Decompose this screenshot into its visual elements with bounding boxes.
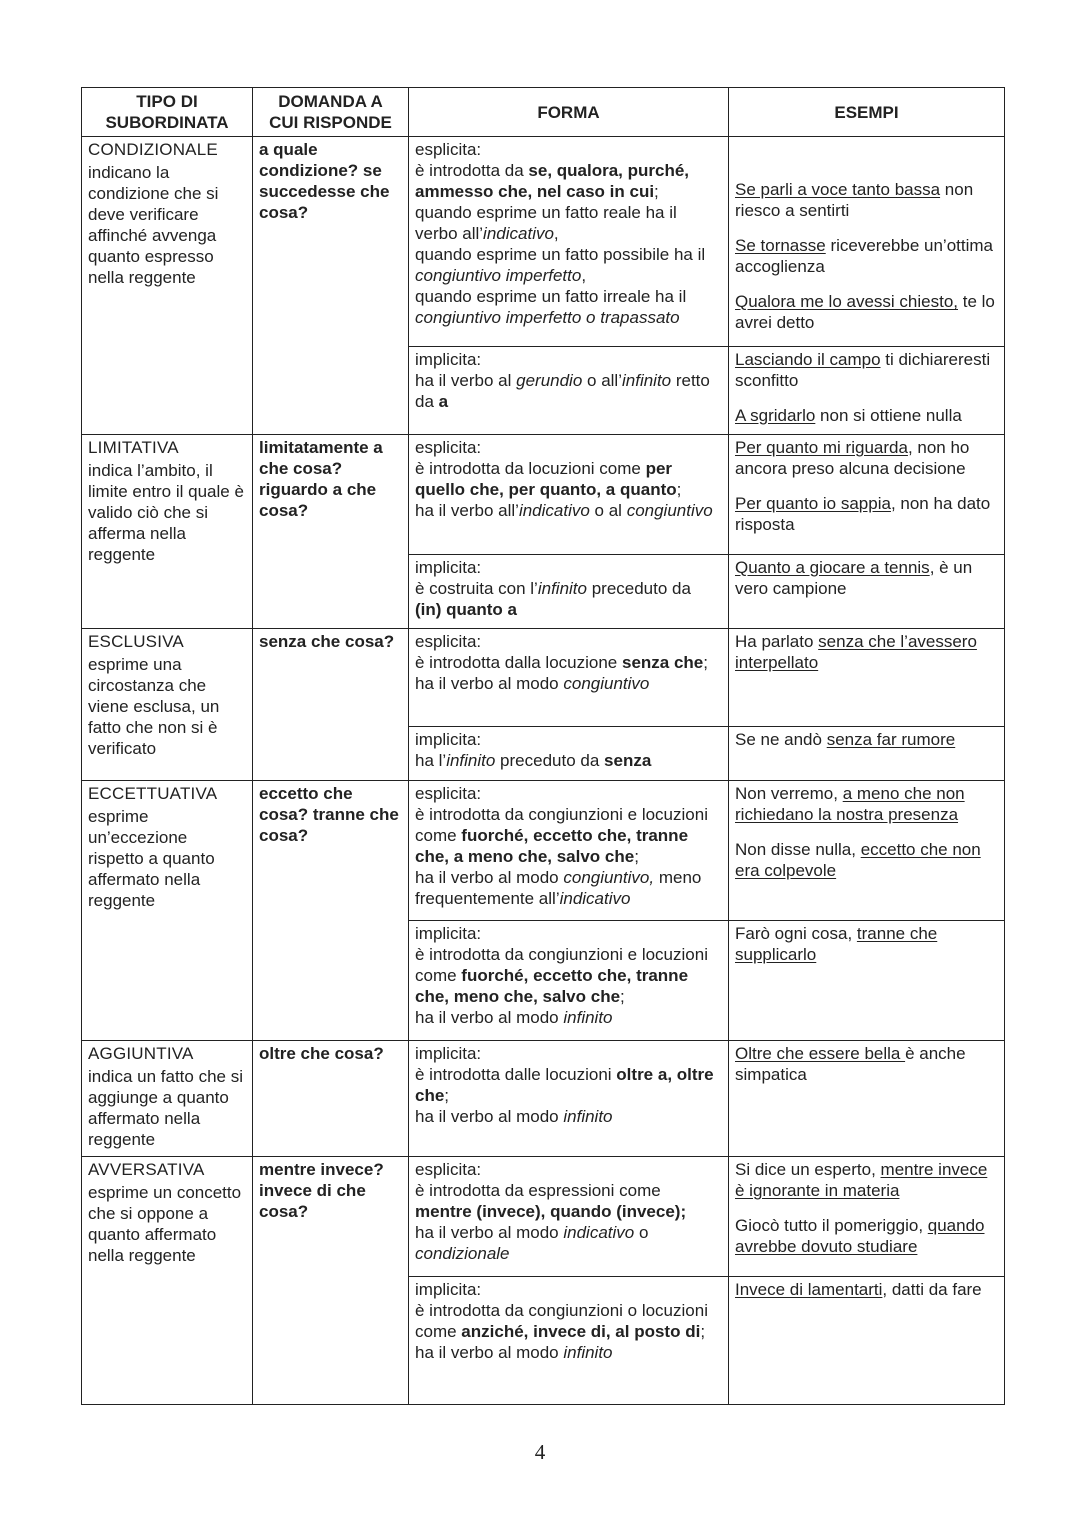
type-cell — [82, 137, 253, 435]
question-cell: limitatamente a che cosa? riguardo a che cosa? — [253, 435, 409, 629]
question-cell: senza che cosa? — [253, 629, 409, 781]
example-cell: Ha parlato senza che l’avessero interpellato — [729, 629, 1005, 727]
header-forma: FORMA — [409, 88, 729, 137]
example-cell: Oltre che essere bella è anche simpatica — [729, 1041, 1005, 1157]
example-cell: Si dice un esperto, mentre invece è ignorante in materia Giocò tutto il pomeriggio, quando avrebbe dovuto studiare — [729, 1157, 1005, 1277]
form-cell: implicita: è introdotta da congiunzioni o locuzioni come anziché, invece di, al posto di; ha il verbo al modo infinito — [409, 1277, 729, 1405]
type-cell: AVVERSATIVA esprime un concetto che si oppone a quanto affermato nella reggente — [82, 1157, 253, 1405]
form-cell: esplicita: è introdotta da se, qualora, purché, ammesso che, nel caso in cui; quando esprime un fatto reale ha il verbo all’indicativo, quando esprime un fatto possibile ha il congiuntivo imperfetto, quando esprime un fatto irreale ha il congiuntivo imperfetto o trapassato — [409, 137, 729, 347]
header-tipo: TIPO DI SUBORDINATA — [82, 88, 253, 137]
form-cell: esplicita: è introdotta da espressioni come mentre (invece), quando (invece); ha il verbo al modo indicativo o condizionale — [409, 1157, 729, 1277]
page-number: 4 — [534, 1440, 546, 1464]
type-cell: ECCETTUATIVA esprime un’eccezione rispetto a quanto affermato nella reggente — [82, 781, 253, 1041]
type-name: CONDIZIONALE — [88, 140, 218, 159]
form-cell: implicita: ha il verbo al gerundio o all’infinito retto da a — [409, 347, 729, 435]
header-row — [82, 88, 1005, 137]
form-cell: esplicita: è introdotta dalla locuzione senza che; ha il verbo al modo congiuntivo — [409, 629, 729, 727]
example-cell: Quanto a giocare a tennis, è un vero campione — [729, 555, 1005, 629]
form-cell: implicita: è introdotta dalle locuzioni oltre a, oltre che; ha il verbo al modo infinito — [409, 1041, 729, 1157]
example-cell: Se ne andò senza far rumore — [729, 727, 1005, 781]
form-cell: esplicita: è introdotta da locuzioni come per quello che, per quanto, a quanto; ha il verbo all’indicativo o al congiuntivo — [409, 435, 729, 555]
question-cell: eccetto che cosa? tranne che cosa? — [253, 781, 409, 1041]
question-cell: oltre che cosa? — [253, 1041, 409, 1157]
header-esempi: ESEMPI — [729, 88, 1005, 137]
form-cell: esplicita: è introdotta da congiunzioni e locuzioni come fuorché, eccetto che, tranne che, a meno che, salvo che; ha il verbo al modo congiuntivo, meno frequentemente all’indicativo — [409, 781, 729, 921]
example-cell: Se parli a voce tanto bassa non riesco a sentirti Se tornasse riceverebbe un’ottima accoglienza Qualora me lo avessi chiesto, te lo avrei detto — [729, 137, 1005, 347]
type-cell: AGGIUNTIVA indica un fatto che si aggiunge a quanto affermato nella reggente — [82, 1041, 253, 1157]
header-domanda: DOMANDA A CUI RISPONDE — [253, 88, 409, 137]
table-row — [82, 435, 1005, 555]
type-cell: ESCLUSIVA esprime una circostanza che viene esclusa, un fatto che non si è verificato — [82, 629, 253, 781]
example-cell: Invece di lamentarti, datti da fare — [729, 1277, 1005, 1405]
form-cell: implicita: è costruita con l’infinito preceduto da (in) quanto a — [409, 555, 729, 629]
table-row — [82, 629, 1005, 727]
question-cell: mentre invece? invece di che cosa? — [253, 1157, 409, 1405]
type-cell: LIMITATIVA indica l’ambito, il limite entro il quale è valido ciò che si afferma nella reggente — [82, 435, 253, 629]
subordinate-table — [81, 87, 1005, 1405]
question-cell: a quale condizione? se succedesse che cosa? — [253, 137, 409, 435]
table-row — [82, 1157, 1005, 1277]
example-cell: Lasciando il campo ti dichiareresti sconfitto A sgridarlo non si ottiene nulla — [729, 347, 1005, 435]
example-cell: Non verremo, a meno che non richiedano la nostra presenza Non disse nulla, eccetto che non era colpevole — [729, 781, 1005, 921]
table-row — [82, 1041, 1005, 1157]
example-cell: Farò ogni cosa, tranne che supplicarlo — [729, 921, 1005, 1041]
example-cell: Per quanto mi riguarda, non ho ancora preso alcuna decisione Per quanto io sappia, non ha dato risposta — [729, 435, 1005, 555]
form-cell: implicita: ha l’infinito preceduto da senza — [409, 727, 729, 781]
type-description: indicano la condizione che si deve verificare affinché avvenga quanto espresso nella reggente — [88, 163, 219, 287]
form-cell: implicita: è introdotta da congiunzioni e locuzioni come fuorché, eccetto che, tranne che, meno che, salvo che; ha il verbo al modo infinito — [409, 921, 729, 1041]
table-row — [82, 781, 1005, 921]
table-row — [82, 137, 1005, 347]
